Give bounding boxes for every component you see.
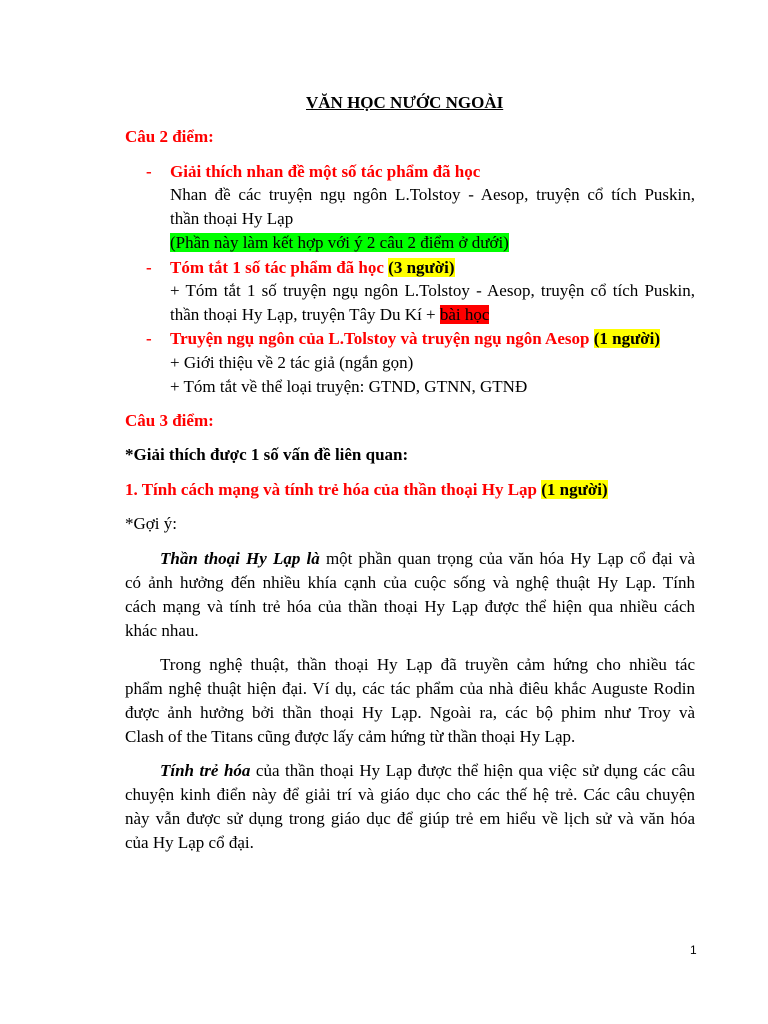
p3-lead: Tính trẻ hóa bbox=[160, 761, 251, 780]
cau3-heading: Câu 3 điểm: bbox=[125, 411, 214, 430]
p2-line4: Clash of the Titans cũng được lấy cảm hứng từ thần thoại Hy Lạp. bbox=[125, 727, 576, 746]
bullet-dash: - bbox=[146, 329, 152, 348]
p2-line2: phẩm nghệ thuật hiện đại. Ví dụ, các tác phẩm của nhà điêu khắc Auguste Rodin bbox=[125, 679, 695, 698]
p1-line4: khác nhau. bbox=[125, 621, 199, 640]
bullet-dash: - bbox=[146, 258, 152, 277]
cau3-subheading: *Giải thích được 1 số vấn đề liên quan: bbox=[125, 445, 409, 464]
p2-line1: Trong nghệ thuật, thần thoại Hy Lạp đã truyền cảm hứng cho nhiều tác bbox=[160, 655, 695, 674]
bullet-dash: - bbox=[146, 162, 152, 181]
bullet2-title: Tóm tắt 1 số tác phẩm đã học bbox=[170, 258, 384, 277]
p3-line4: của Hy Lạp cổ đại. bbox=[125, 833, 254, 852]
bullet3-line1: + Giới thiệu về 2 tác giả (ngắn gọn) bbox=[170, 353, 414, 372]
document-title: VĂN HỌC NƯỚC NGOÀI bbox=[306, 93, 504, 112]
p3-line3: này vẫn được sử dụng trong giáo dục để giúp trẻ em hiểu về lịch sử và văn hóa bbox=[125, 809, 695, 828]
green-highlight-note: (Phần này làm kết hợp với ý 2 câu 2 điểm ở dưới) bbox=[170, 233, 509, 252]
p3-line1-text: của thần thoại Hy Lạp được thể hiện qua việc sử dụng các câu bbox=[250, 761, 695, 780]
bullet2-title-line bbox=[170, 256, 455, 280]
p1-lead: Thần thoại Hy Lạp là bbox=[160, 549, 320, 568]
p2-line3: được ảnh hưởng bởi thần thoại Hy Lạp. Ngoài ra, các bộ phim như Troy và bbox=[125, 703, 695, 722]
bullet1-note bbox=[170, 231, 509, 255]
bullet3-title: Truyện ngụ ngôn của L.Tolstoy và truyện ngụ ngôn Aesop bbox=[170, 329, 590, 348]
bullet3-title-line bbox=[170, 327, 660, 351]
p1-line3: cách mạng và tính trẻ hóa của thần thoại Hy Lạp được thể hiện qua nhiều cách bbox=[125, 597, 695, 616]
p1-line1 bbox=[160, 547, 695, 571]
bullet2-line2 bbox=[170, 303, 489, 327]
hint-label: *Gợi ý: bbox=[125, 514, 177, 533]
p1-line1-text: một phần quan trọng của văn hóa Hy Lạp cổ đại và bbox=[319, 549, 695, 568]
p3-line1 bbox=[160, 759, 695, 783]
bullet1-line2: thần thoại Hy Lạp bbox=[170, 209, 294, 228]
bullet2-badge: (3 người) bbox=[388, 258, 455, 277]
page-number: 1 bbox=[690, 943, 697, 957]
p3-line2: chuyện kinh điển này để giải trí và giáo dục cho các thế hệ trẻ. Các câu chuyện bbox=[125, 785, 695, 804]
bullet2-line2-text: thần thoại Hy Lạp, truyện Tây Du Kí + bbox=[170, 305, 440, 324]
bullet2-line1: + Tóm tắt 1 số truyện ngụ ngôn L.Tolstoy - Aesop, truyện cổ tích Puskin, bbox=[170, 281, 695, 300]
item1-title-line bbox=[125, 478, 608, 502]
bullet3-badge: (1 người) bbox=[593, 329, 661, 348]
bullet3-line2: + Tóm tắt về thể loại truyện: GTND, GTNN, GTNĐ bbox=[170, 377, 528, 396]
bullet1-title: Giải thích nhan đề một số tác phẩm đã học bbox=[170, 162, 481, 181]
bullet1-line1: Nhan đề các truyện ngụ ngôn L.Tolstoy - Aesop, truyện cổ tích Puskin, bbox=[170, 185, 695, 204]
item1-badge: (1 người) bbox=[541, 480, 608, 499]
cau2-heading: Câu 2 điểm: bbox=[125, 127, 214, 146]
p1-line2: có ảnh hưởng đến nhiều khía cạnh của cuộc sống và nghệ thuật Hy Lạp. Tính bbox=[125, 573, 695, 592]
red-highlight-text: bài học bbox=[439, 305, 490, 324]
item1-title: 1. Tính cách mạng và tính trẻ hóa của thần thoại Hy Lạp bbox=[125, 480, 538, 499]
